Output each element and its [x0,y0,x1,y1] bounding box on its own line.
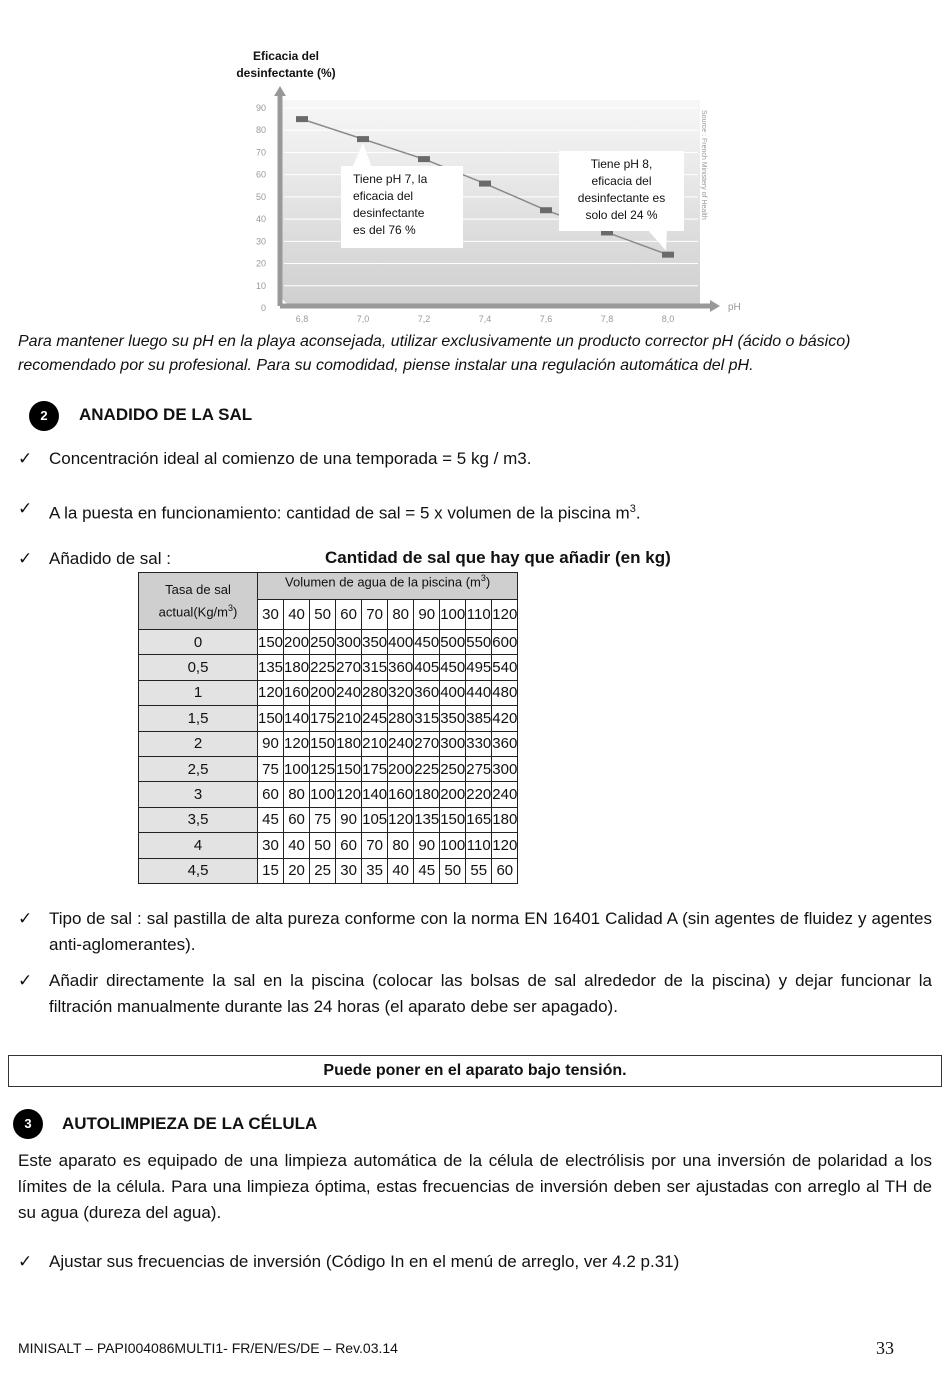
y-tick-label: 80 [255,125,266,136]
section-2-number: 2 [29,401,59,431]
salt-quantity-cell: 240 [336,680,362,705]
salt-quantity-cell: 75 [258,756,284,781]
superscript: 3 [629,503,636,515]
salt-quantity-cell: 240 [388,731,414,756]
salt-quantity-cell: 360 [414,680,440,705]
salt-quantity-cell: 480 [492,680,518,705]
salt-quantity-cell: 315 [362,655,388,680]
salt-quantity-cell: 450 [414,630,440,655]
volume-header-cell: 110 [466,600,492,630]
salt-quantity-cell: 40 [388,858,414,883]
salt-quantity-cell: 70 [362,833,388,858]
salt-rate-cell: 2,5 [139,756,258,781]
rate-header-end: ) [233,604,238,620]
salt-quantity-cell: 180 [414,782,440,807]
callout-ph8-line: Tiene pH 8, [590,157,653,171]
x-tick-label: 6,8 [295,314,309,324]
check-icon: ✓ [18,1252,33,1271]
salt-rate-cell: 1,5 [139,706,258,731]
salt-quantity-cell: 80 [284,782,310,807]
salt-quantity-cell: 225 [310,655,336,680]
salt-quantity-cell: 400 [388,630,414,655]
salt-quantity-cell: 140 [284,706,310,731]
salt-quantity-cell: 400 [440,680,466,705]
bullet-text-end: . [635,503,641,523]
rate-header-line2 [139,599,257,621]
table-row [139,858,518,883]
callout-ph8-line: desinfectante es [577,191,666,205]
y-tick-label: 10 [255,280,266,291]
volume-header-cell: 70 [362,600,388,630]
callout-ph8-line: solo del 24 % [585,208,658,222]
salt-quantity-cell: 360 [388,655,414,680]
salt-quantity-cell: 30 [336,858,362,883]
salt-quantity-cell: 30 [258,833,284,858]
bullet-text-main: A la puesta en funcionamiento: cantidad de sal = 5 x volumen de la piscina m [49,503,630,523]
salt-quantity-cell: 405 [414,655,440,680]
bullet-text [49,496,928,527]
salt-quantity-cell: 150 [440,807,466,832]
superscript: 3 [480,573,486,583]
salt-quantity-cell: 50 [310,833,336,858]
check-icon: ✓ [18,909,33,928]
x-tick-label: 7,8 [600,314,614,324]
table-row [139,756,518,781]
salt-quantity-cell: 420 [492,706,518,731]
callout-ph8 [559,151,684,231]
volume-header-text: Volumen de agua de la piscina (m [285,574,481,590]
table-row [139,680,518,705]
callout-ph8-line: eficacia del [591,174,652,188]
salt-quantity-cell: 90 [414,833,440,858]
check-icon: ✓ [18,449,33,468]
salt-quantity-cell: 320 [388,680,414,705]
salt-quantity-cell: 120 [258,680,284,705]
salt-quantity-cell: 300 [440,731,466,756]
bullet-add-salt-directly [18,968,932,1020]
table-row [139,782,518,807]
salt-quantity-cell: 75 [310,807,336,832]
y-axis-title-line2: desinfectante (%) [236,66,336,80]
y-axis-title [222,48,350,82]
salt-quantity-cell: 100 [310,782,336,807]
x-axis-arrow [710,300,720,312]
salt-quantity-cell: 40 [284,833,310,858]
salt-quantity-cell: 175 [310,706,336,731]
salt-quantity-cell: 150 [258,706,284,731]
superscript: 3 [228,602,234,613]
salt-quantity-cell: 495 [466,655,492,680]
bullet-text: Concentración ideal al comienzo de una temporada = 5 kg / m3. [49,449,532,468]
salt-quantity-cell: 135 [414,807,440,832]
salt-quantity-cell: 250 [440,756,466,781]
salt-quantity-cell: 120 [492,833,518,858]
salt-quantity-cell: 20 [284,858,310,883]
volume-header-cell: 90 [414,600,440,630]
callout-ph7-line: desinfectante [353,206,425,220]
check-icon: ✓ [18,499,33,518]
volume-header-cell: 40 [284,600,310,630]
salt-quantity-cell: 220 [466,782,492,807]
salt-quantity-cell: 280 [388,706,414,731]
salt-quantity-cell: 360 [492,731,518,756]
power-on-notice: Puede poner en el aparato bajo tensión. [8,1055,942,1087]
salt-quantity-cell: 100 [284,756,310,781]
table-row [139,706,518,731]
salt-quantity-cell: 120 [284,731,310,756]
salt-quantity-cell: 350 [440,706,466,731]
salt-quantity-cell: 140 [362,782,388,807]
efficacy-chart [222,44,752,334]
rate-column-header [139,573,258,630]
y-tick-label: 40 [255,214,266,225]
table-header-row [139,573,518,600]
salt-quantity-cell: 315 [414,706,440,731]
salt-quantity-cell: 125 [310,756,336,781]
salt-quantity-cell: 45 [258,807,284,832]
salt-quantity-cell: 50 [440,858,466,883]
x-tick-label: 7,2 [417,314,431,324]
volume-header-end: ) [485,574,491,590]
table-row [139,630,518,655]
rate-header-text: actual(Kg/m [158,604,228,620]
salt-rate-cell: 2 [139,731,258,756]
salt-quantity-cell: 45 [414,858,440,883]
page-number: 33 [876,1338,894,1358]
table-row [139,833,518,858]
salt-quantity-cell: 245 [362,706,388,731]
bullet-ideal-concentration [18,446,928,472]
salt-quantity-cell: 60 [284,807,310,832]
salt-quantity-cell: 600 [492,630,518,655]
salt-quantity-cell: 200 [440,782,466,807]
x-tick-label: 7,0 [356,314,370,324]
section-2-title: ANADIDO DE LA SAL [79,405,253,424]
callout-ph7 [341,166,463,248]
salt-quantity-cell: 210 [336,706,362,731]
salt-quantity-cell: 105 [362,807,388,832]
salt-quantity-cell: 160 [388,782,414,807]
salt-quantity-cell: 500 [440,630,466,655]
salt-quantity-cell: 35 [362,858,388,883]
bullet-text: Añadido de sal : [49,549,171,568]
y-tick-label: 30 [255,236,266,247]
x-tick-label: 7,4 [478,314,492,324]
salt-quantity-cell: 60 [492,858,518,883]
bullet-salt-addition [18,546,318,572]
bullet-text: Ajustar sus frecuencias de inversión (Código In en el menú de arreglo, ver 4.2 p.31) [49,1252,680,1271]
x-axis-label: pH [728,302,741,313]
bullet-startup-quantity [18,496,928,527]
salt-quantity-cell: 180 [492,807,518,832]
salt-quantity-cell: 240 [492,782,518,807]
salt-quantity-cell: 225 [414,756,440,781]
bullet-inversion-frequency [18,1249,928,1275]
salt-quantity-cell: 275 [466,756,492,781]
salt-quantity-cell: 270 [414,731,440,756]
table-row [139,731,518,756]
salt-quantity-cell: 180 [284,655,310,680]
salt-quantity-cell: 200 [388,756,414,781]
volume-header-cell: 120 [492,600,518,630]
salt-quantity-cell: 450 [440,655,466,680]
salt-quantity-cell: 270 [336,655,362,680]
salt-quantity-cell: 180 [336,731,362,756]
table-row [139,807,518,832]
salt-quantity-cell: 15 [258,858,284,883]
salt-quantity-cell: 100 [440,833,466,858]
data-point [479,181,491,187]
document-footer: MINISALT – PAPI004086MULTI1- FR/EN/ES/DE – Rev.03.14 [18,1340,398,1356]
check-icon: ✓ [18,971,33,990]
bullet-text: Tipo de sal : sal pastilla de alta pureza conforme con la norma EN 16401 Calidad A (sin agentes de fluidez y agentes anti-aglomerantes). [49,909,932,954]
salt-rate-cell: 3,5 [139,807,258,832]
salt-quantity-cell: 440 [466,680,492,705]
self-cleaning-paragraph: Este aparato es equipado de una limpieza automática de la célula de electrólisis por una inversión de polaridad a los límites de la célula. Para una limpieza óptima, estas frecuencias de inversión deben ser ajustadas con arreglo al TH de su agua (dureza del agua). [18,1151,932,1222]
salt-quantity-cell: 160 [284,680,310,705]
y-tick-label: 50 [255,191,266,202]
y-tick-label: 70 [255,147,266,158]
salt-quantity-cell: 60 [336,833,362,858]
callout-ph7-line: Tiene pH 7, la [353,172,428,186]
volume-header [258,573,518,600]
salt-quantity-cell: 150 [336,756,362,781]
salt-quantity-cell: 135 [258,655,284,680]
y-axis-title-line1: Eficacia del [252,49,320,63]
y-tick-label: 20 [255,258,266,269]
y-axis-arrow [274,86,286,96]
salt-quantity-cell: 80 [388,833,414,858]
bullet-salt-type [18,906,932,958]
check-icon: ✓ [18,549,33,568]
salt-rate-cell: 4,5 [139,858,258,883]
ph-advice-text: Para mantener luego su pH en la playa aconsejada, utilizar exclusivamente un producto corrector pH (ácido o básico) recomendado por su profesional. Para su comodidad, piense instalar una regulación automática del pH. [18,333,851,374]
data-point [540,207,552,213]
salt-quantity-cell: 385 [466,706,492,731]
salt-quantity-cell: 60 [258,782,284,807]
x-tick-label: 7,6 [539,314,553,324]
bullet-text: Añadir directamente la sal en la piscina (colocar las bolsas de sal alrededor de la piscina) y dejar funcionar la filtración manualmente durante las 24 horas (el aparato debe ser apagado). [49,971,932,1016]
section-3-number: 3 [13,1109,43,1139]
volume-header-cell: 50 [310,600,336,630]
salt-quantity-cell: 200 [310,680,336,705]
data-point [662,252,674,258]
table-row [139,655,518,680]
salt-quantity-cell: 175 [362,756,388,781]
callout-ph7-line: es del 76 % [353,223,416,237]
callout-ph7-line: eficacia del [353,189,414,203]
volume-header-cell: 30 [258,600,284,630]
salt-quantity-cell: 150 [310,731,336,756]
salt-quantity-cell: 300 [336,630,362,655]
salt-quantity-cell: 350 [362,630,388,655]
salt-quantity-cell: 150 [258,630,284,655]
data-point [357,136,369,142]
data-point [296,116,308,122]
salt-quantity-cell: 120 [336,782,362,807]
salt-quantity-cell: 165 [466,807,492,832]
y-tick-label: 0 [260,303,266,313]
salt-quantity-cell: 250 [310,630,336,655]
y-tick-label: 60 [255,169,266,180]
salt-quantity-cell: 210 [362,731,388,756]
salt-quantity-cell: 110 [466,833,492,858]
salt-quantity-cell: 540 [492,655,518,680]
salt-table-title: Cantidad de sal que hay que añadir (en kg) [325,548,671,567]
section-3-title: AUTOLIMPIEZA DE LA CÉLULA [62,1114,318,1133]
volume-header-cell: 60 [336,600,362,630]
salt-quantity-cell: 200 [284,630,310,655]
source-note: Source : French Ministery of Health [700,110,707,220]
rate-header-line1: Tasa de sal [165,581,231,597]
volume-header-cell: 100 [440,600,466,630]
salt-rate-cell: 1 [139,680,258,705]
salt-rate-cell: 3 [139,782,258,807]
y-tick-label: 90 [255,103,266,113]
salt-quantity-cell: 280 [362,680,388,705]
salt-quantity-cell: 120 [388,807,414,832]
x-tick-label: 8,0 [661,314,675,324]
salt-quantity-cell: 90 [258,731,284,756]
salt-quantity-cell: 330 [466,731,492,756]
salt-rate-cell: 0 [139,630,258,655]
salt-quantity-cell: 25 [310,858,336,883]
data-point [418,156,430,162]
salt-rate-cell: 0,5 [139,655,258,680]
salt-quantity-cell: 300 [492,756,518,781]
volume-header-cell: 80 [388,600,414,630]
salt-quantity-cell: 550 [466,630,492,655]
salt-quantity-cell: 90 [336,807,362,832]
salt-quantity-cell: 55 [466,858,492,883]
salt-rate-cell: 4 [139,833,258,858]
salt-quantity-table [138,572,518,884]
